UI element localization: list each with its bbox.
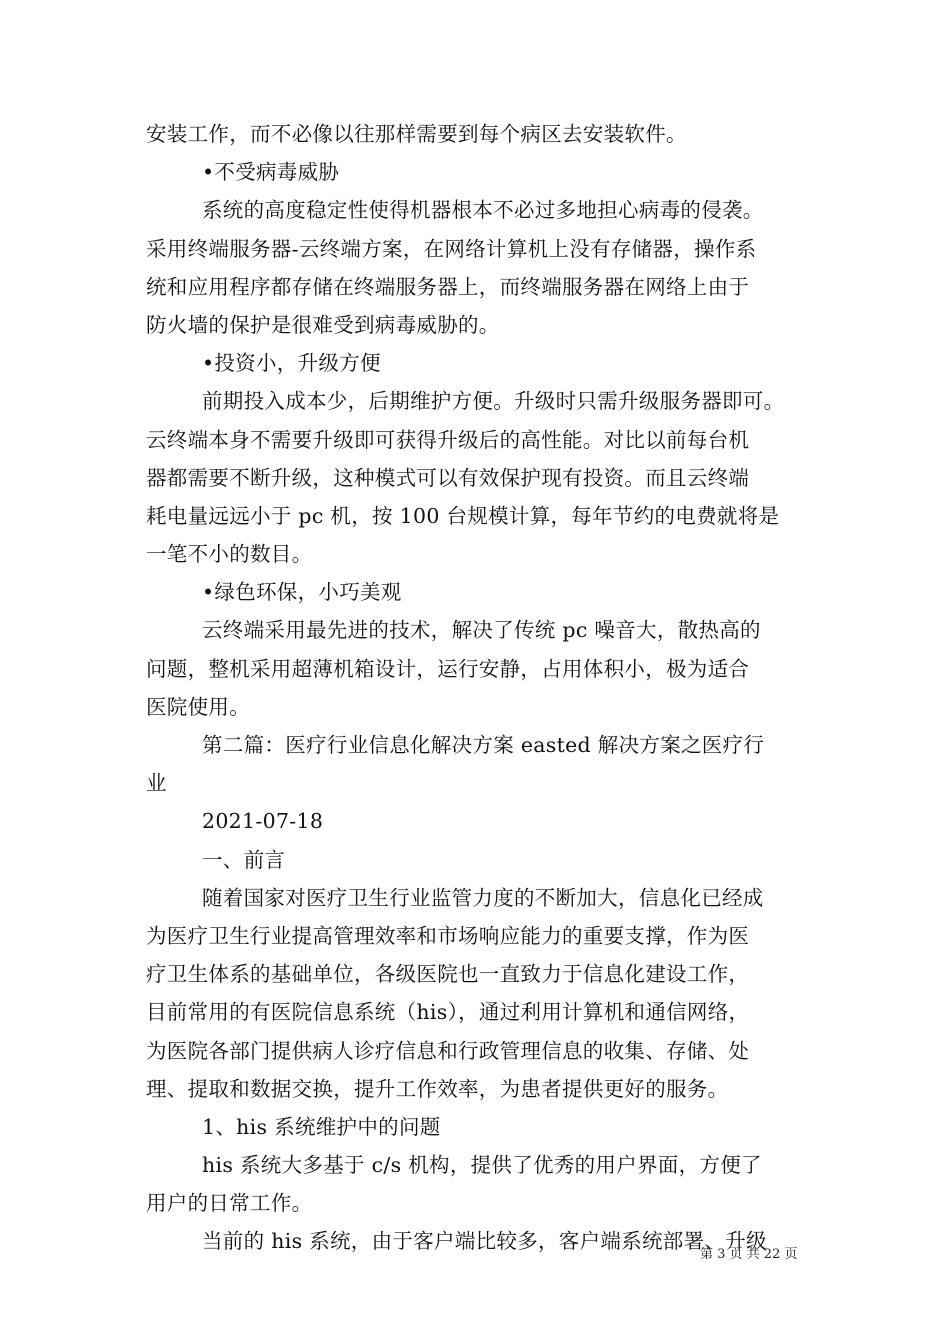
- text-line: 安装工作，而不必像以往那样需要到每个病区去安装软件。: [146, 122, 687, 146]
- text-line: 疗卫生体系的基础单位，各级医院也一直致力于信息化建设工作，: [146, 962, 750, 987]
- text-line: 系统的高度稳定性使得机器根本不必过多地担心病毒的侵袭。: [202, 198, 764, 223]
- text-line: •不受病毒威胁: [202, 160, 340, 185]
- text-line: 为医院各部门提供病人诊疗信息和行政管理信息的收集、存储、处: [146, 1038, 750, 1063]
- text-line: 云终端采用最先进的技术，解决了传统 pc 噪音大，散热高的: [202, 618, 761, 643]
- text-line: 为医疗卫生行业提高管理效率和市场响应能力的重要支撑，作为医: [146, 923, 750, 948]
- text-line: 器都需要不断升级，这种模式可以有效保护现有投资。而且云终端: [146, 465, 750, 490]
- text-line: 前期投入成本少，后期维护方便。升级时只需升级服务器即可。: [202, 389, 785, 414]
- body-text: [146, 115, 818, 1261]
- text-line: •绿色环保，小巧美观: [202, 580, 402, 605]
- text-line: 云终端本身不需要升级即可获得升级后的高性能。对比以前每台机: [146, 427, 750, 452]
- text-line: 一笔不小的数目。: [146, 542, 313, 567]
- text-line: 医院使用。: [146, 694, 250, 719]
- text-line: 统和应用程序都存储在终端服务器上，而终端服务器在网络上由于: [146, 274, 750, 299]
- text-line: •投资小，升级方便: [202, 351, 381, 376]
- text-line: 问题，整机采用超薄机箱设计，运行安静，占用体积小，极为适合: [146, 656, 750, 681]
- text-line: 理、提取和数据交换，提升工作效率，为患者提供更好的服务。: [146, 1076, 729, 1101]
- text-line: 耗电量远远小于 pc 机，按 100 台规模计算，每年节约的电费就将是: [146, 503, 780, 528]
- text-line: 随着国家对医疗卫生行业监管力度的不断加大，信息化已经成: [202, 885, 764, 910]
- page-number-footer: 第 3 页 共 22 页: [700, 1247, 798, 1262]
- text-line: 业: [146, 771, 167, 796]
- text-line: 目前常用的有医院信息系统（his），通过利用计算机和通信网络，: [146, 1000, 750, 1025]
- text-line: 2021-07-18: [202, 809, 324, 834]
- text-line: 采用终端服务器-云终端方案，在网络计算机上没有存储器，操作系: [146, 236, 757, 261]
- text-line: 1、his 系统维护中的问题: [202, 1114, 441, 1139]
- text-line: 防火墙的保护是很难受到病毒威胁的。: [146, 312, 500, 337]
- text-line: 用户的日常工作。: [146, 1191, 313, 1216]
- text-line: his 系统大多基于 c/s 机构，提供了优秀的用户界面，方便了: [202, 1153, 762, 1178]
- text-line: 第二篇：医疗行业信息化解决方案 easted 解决方案之医疗行: [202, 733, 765, 757]
- text-line: 当前的 his 系统，由于客户端比较多，客户端系统部署、升级: [202, 1229, 767, 1254]
- text-line: 一、前言: [202, 847, 286, 872]
